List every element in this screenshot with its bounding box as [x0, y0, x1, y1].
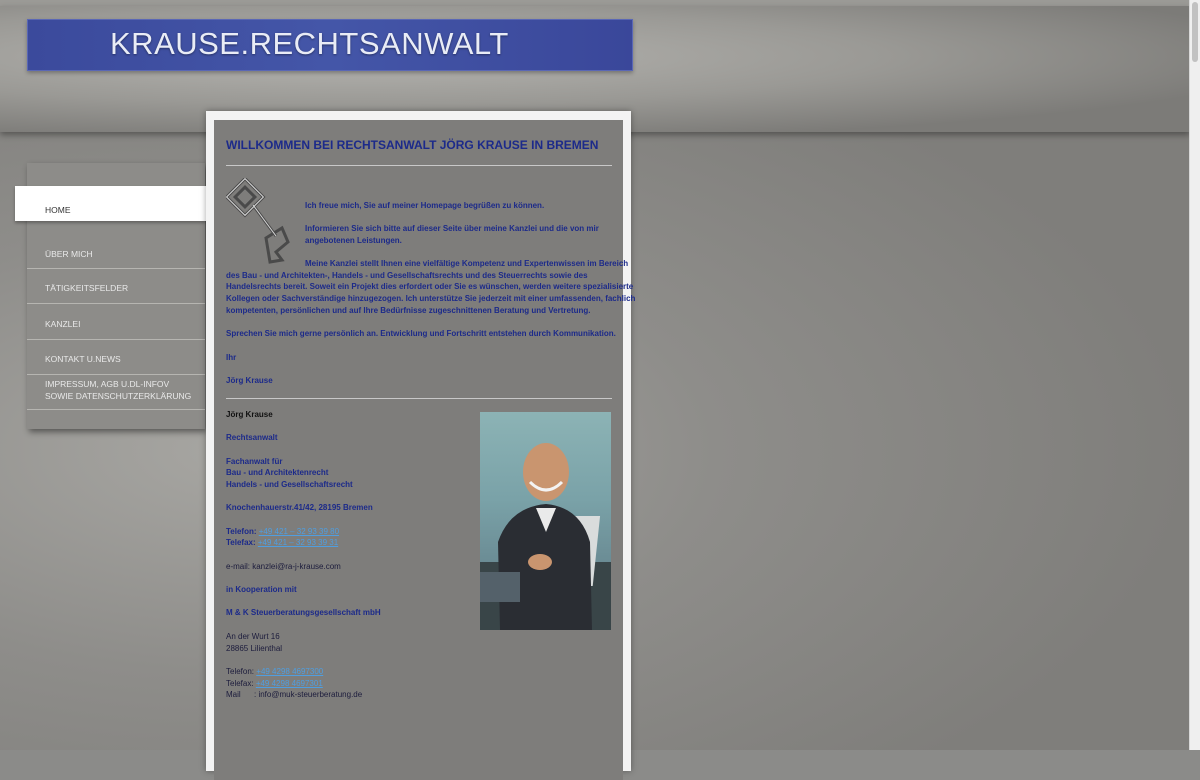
nav-item-taetigkeitsfelder[interactable] — [27, 269, 205, 304]
signature: Jörg Krause — [226, 376, 273, 385]
portrait-illustration — [480, 412, 611, 630]
partner-phone-label: Telefon: — [226, 667, 255, 676]
vertical-scrollbar[interactable] — [1189, 0, 1200, 750]
intro-line-2a: Informieren Sie sich bitte auf dieser Seite über meine Kanzlei und die von mir — [305, 224, 599, 233]
paragraph-line-5: kompetenten, persönlichen und auf Ihre Bedürfnisse zugeschnittenen Beratung und Vertretung. — [226, 306, 591, 315]
paragraph-line-2: des Bau - und Architekten-, Handels - und Gesellschaftsrechts und des Steuerrechts sowie des — [226, 271, 588, 280]
paragraph-line-4: Kollegen oder Sachverständige hinzugezogen. Ich unterstütze Sie jederzeit mit einer umfassenden, fachlich — [226, 294, 636, 303]
intro-line-2b: angebotenen Leistungen. — [305, 236, 402, 245]
nav-item-label: KONTAKT U.NEWS — [45, 354, 121, 364]
divider — [226, 165, 612, 166]
nav-item-label: ÜBER MICH — [45, 249, 93, 259]
contact-name: Jörg Krause — [226, 410, 273, 419]
site-title[interactable]: KRAUSE.RECHTSANWALT — [110, 26, 509, 61]
fax-row — [226, 537, 338, 549]
scrollbar-thumb[interactable] — [1192, 2, 1198, 62]
contact-fach: Fachanwalt für — [226, 457, 283, 466]
closing-text: Sprechen Sie mich gerne persönlich an. Entwicklung und Fortschritt entstehen durch Kommunikation. — [226, 329, 616, 338]
partner-fax-label: Telefax: — [226, 679, 254, 688]
nav-item-kontakt[interactable] — [27, 340, 205, 375]
nav-item-label: KANZLEI — [45, 319, 81, 329]
contact-address: Knochenhauerstr.41/42, 28195 Bremen — [226, 503, 373, 512]
partner-city: 28865 Lilienthal — [226, 644, 283, 653]
partner-phone-link[interactable]: +49 4298 4697300 — [256, 667, 324, 676]
site-banner[interactable] — [27, 19, 633, 71]
partner-street: An der Wurt 16 — [226, 632, 280, 641]
nav-item-label: TÄTIGKEITSFELDER — [45, 283, 129, 293]
nav-item-kanzlei[interactable] — [27, 304, 205, 340]
partner-fax-link[interactable]: +49 4298 4697301 — [255, 679, 323, 688]
contact-fach-1: Bau - und Architektenrecht — [226, 468, 329, 477]
nav-item-impressum[interactable] — [27, 375, 205, 410]
nav-item-home[interactable] — [15, 186, 206, 221]
paragraph-line-3: Handelsrechts bereit. Soweit ein Projekt dies erfordert oder Sie es wünschen, werden weitere spezialisierte — [226, 282, 634, 291]
nav-item-label: IMPRESSUM, AGB U.DL-INFOV SOWIE DATENSCHUTZERKLÄRUNG — [45, 379, 192, 401]
phone-link[interactable]: +49 421 – 32 93 39 80 — [258, 527, 340, 536]
fax-label: Telefax: — [226, 538, 256, 547]
closing-ihr: Ihr — [226, 353, 237, 362]
contact-fach-2: Handels - und Gesellschaftsrecht — [226, 480, 353, 489]
phone-label: Telefon: — [226, 527, 257, 536]
contact-email[interactable]: e-mail: kanzlei@ra-j-krause.com — [226, 562, 341, 571]
bremen-key-icon — [226, 178, 294, 264]
nav-item-ueber-mich[interactable] — [27, 221, 205, 269]
divider — [226, 398, 612, 399]
intro-line-1: Ich freue mich, Sie auf meiner Homepage begrüßen zu können. — [305, 201, 545, 210]
partner-phone-row — [226, 666, 323, 678]
partner-email[interactable]: Mail : info@muk-steuerberatung.de — [226, 690, 363, 699]
contact-role: Rechtsanwalt — [226, 433, 278, 442]
nav-item-label: HOME — [45, 205, 71, 215]
partner-name: M & K Steuerberatungsgesellschaft mbH — [226, 608, 381, 617]
page-heading: WILLKOMMEN BEI RECHTSANWALT JÖRG KRAUSE IN BREMEN — [226, 138, 599, 152]
fax-link[interactable]: +49 421 – 32 93 39 31 — [257, 538, 339, 547]
portrait-photo — [480, 412, 611, 630]
cooperation-label: in Kooperation mit — [226, 585, 297, 594]
paragraph-line-1: Meine Kanzlei stellt Ihnen eine vielfältige Kompetenz und Expertenwissen im Bereich — [305, 259, 629, 268]
